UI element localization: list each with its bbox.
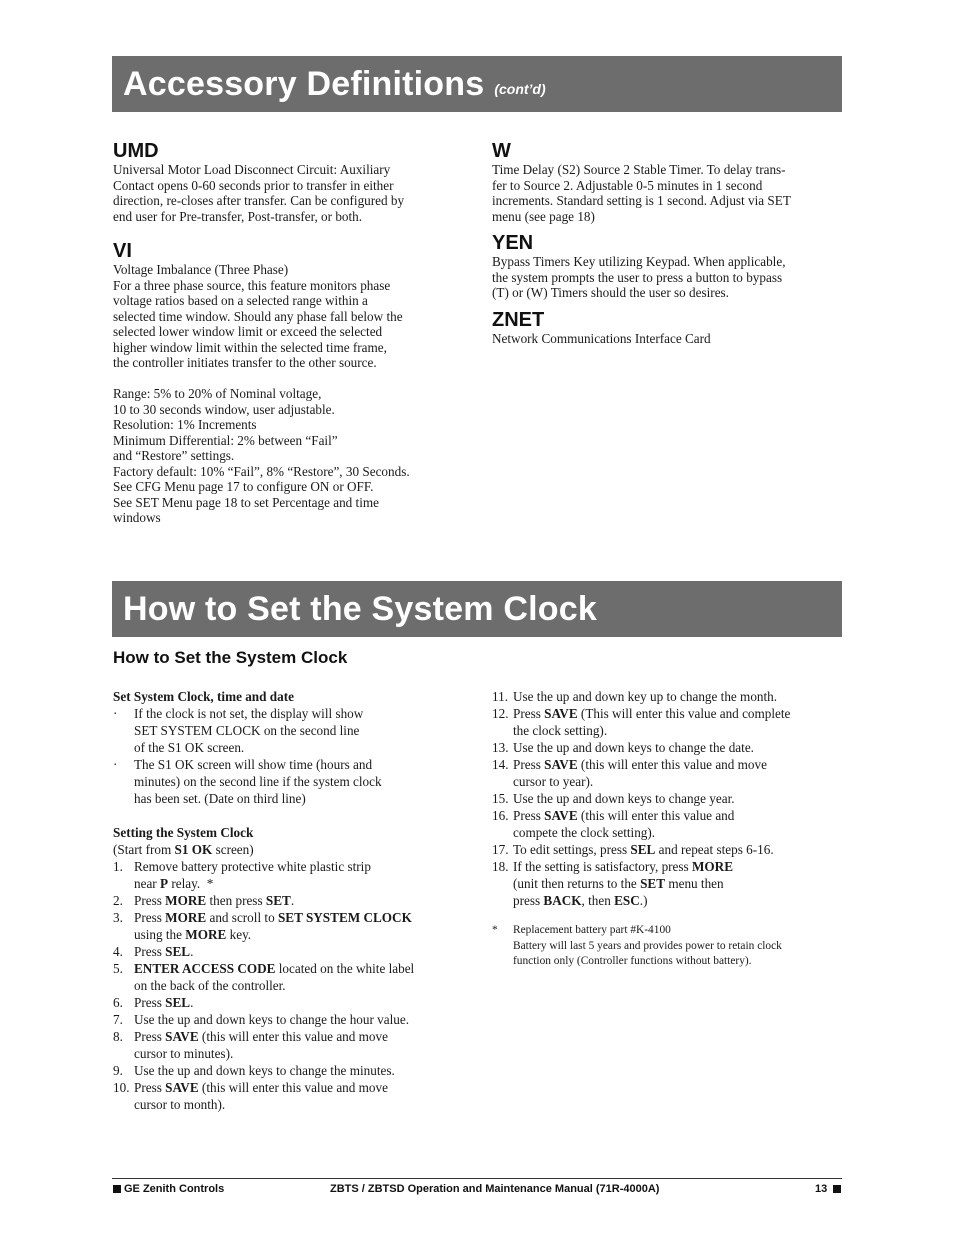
clock-banner: [112, 581, 842, 637]
clock-title: How to Set the System Clock: [123, 589, 597, 628]
accessory-contd: (cont’d): [494, 81, 546, 97]
definition-line: and “Restore” settings.: [113, 448, 235, 463]
accessory-left-column: [113, 140, 463, 526]
definition-code: YEN: [492, 232, 534, 254]
step-item: 8. Press SAVE (this will enter this value and move cursor to minutes).: [113, 1029, 388, 1061]
definition-line: direction, re-closes after transfer. Can be configured by: [113, 193, 405, 208]
step-item: 13. Use the up and down keys to change the date.: [492, 740, 754, 755]
definition-line: end user for Pre-transfer, Post-transfer, or both.: [113, 208, 363, 224]
clock-subtitle: How to Set the System Clock: [113, 648, 348, 667]
square-bullet-icon: [113, 1185, 121, 1193]
definition-line: the controller initiates transfer to the other source.: [113, 355, 377, 370]
steps-left-list: [113, 858, 468, 1113]
definition-line: increments. Standard setting is 1 second. Adjust via SET: [492, 193, 791, 208]
step-item: 18. If the setting is satisfactory, press MORE (unit then returns to the SET menu then press BACK, then ESC.): [492, 859, 733, 908]
definition-line: voltage ratios based on a selected range within a: [113, 293, 368, 308]
definition-line: selected time window. Should any phase fall below the: [113, 308, 403, 324]
footer-manual-title: ZBTS / ZBTSD Operation and Maintenance Manual (71R-4000A): [330, 1183, 660, 1195]
definition-line: Voltage Imbalance (Three Phase): [113, 262, 289, 277]
definition-line: fer to Source 2. Adjustable 0-5 minutes in 1 second: [492, 177, 763, 193]
step-item: 12. Press SAVE (This will enter this value and complete the clock setting).: [492, 706, 791, 738]
set-clock-heading: Set System Clock, time and date: [113, 689, 294, 704]
bullet-item: · The S1 OK screen will show time (hours and minutes) on the second line if the system clock has been set. (Date on third line): [113, 757, 382, 806]
step-item: 7. Use the up and down keys to change the hour value.: [113, 1012, 410, 1027]
setting-clock-heading: Setting the System Clock: [113, 825, 254, 840]
accessory-banner: [112, 56, 842, 112]
definition-line: Network Communications Interface Card: [492, 330, 711, 346]
definition-code: VI: [113, 240, 132, 262]
step-item: 3. Press MORE and scroll to SET SYSTEM CLOCK using the MORE key.: [113, 910, 412, 942]
definition-line: See SET Menu page 18 to set Percentage and time: [113, 494, 379, 510]
definition-line: See CFG Menu page 17 to configure ON or OFF.: [113, 479, 374, 494]
square-bullet-icon: [833, 1185, 841, 1193]
definition-line: Minimum Differential: 2% between “Fail”: [113, 432, 338, 448]
definition-line: For a three phase source, this feature monitors phase: [113, 277, 391, 293]
footer-page: [815, 1183, 841, 1195]
clock-right-column: [492, 688, 842, 970]
definition-code: UMD: [113, 140, 159, 162]
definition-line: Universal Motor Load Disconnect Circuit: Auxiliary: [113, 162, 391, 177]
bullet-item: · If the clock is not set, the display will show SET SYSTEM CLOCK on the second line of the S1 OK screen.: [113, 706, 364, 755]
step-item: 11. Use the up and down key up to change the month.: [492, 689, 778, 704]
definition-line: Contact opens 0-60 seconds prior to transfer in either: [113, 177, 394, 193]
step-item: 15. Use the up and down keys to change year.: [492, 791, 735, 806]
footer-rule: [112, 1178, 842, 1179]
definition-line: (T) or (W) Timers should the user so desires.: [492, 285, 729, 300]
step-item: 2. Press MORE then press SET.: [113, 893, 295, 908]
step-item: 6. Press SEL.: [113, 995, 194, 1010]
definition-line: selected lower window limit or exceed the selected: [113, 324, 383, 339]
battery-note: * Replacement battery part #K-4100 Battery will last 5 years and provides power to retain clock function only (Controller functions without battery).: [492, 924, 782, 967]
steps-right-list: [492, 688, 842, 909]
step-item: 14. Press SAVE (this will enter this value and move cursor to year).: [492, 757, 767, 789]
footer-left: [113, 1183, 224, 1195]
step-item: 9. Use the up and down keys to change the minutes.: [113, 1063, 395, 1078]
start-from-line: (Start from S1 OK screen): [113, 842, 254, 857]
definition-line: 10 to 30 seconds window, user adjustable.: [113, 401, 335, 417]
bullet-list: [113, 705, 468, 807]
step-item: 10. Press SAVE (this will enter this value and move cursor to month).: [113, 1080, 388, 1112]
definition-code: W: [492, 140, 511, 162]
definition-line: windows: [113, 510, 161, 525]
definition-line: Time Delay (S2) Source 2 Stable Timer. To delay trans-: [492, 162, 786, 177]
page-number: 13: [815, 1183, 828, 1195]
step-item: 4. Press SEL.: [113, 944, 194, 959]
step-item: 17. To edit settings, press SEL and repeat steps 6-16.: [492, 842, 774, 857]
definition-line: higher window limit within the selected time frame,: [113, 339, 387, 355]
accessory-title: Accessory Definitions: [123, 64, 485, 103]
definition-line: Range: 5% to 20% of Nominal voltage,: [113, 386, 322, 401]
step-item: 16. Press SAVE (this will enter this value and compete the clock setting).: [492, 808, 735, 840]
definition-line: Bypass Timers Key utilizing Keypad. When applicable,: [492, 254, 786, 269]
accessory-right-column: [492, 140, 842, 346]
definition-line: the system prompts the user to press a button to bypass: [492, 269, 783, 285]
step-item: 5. ENTER ACCESS CODE located on the white label on the back of the controller.: [113, 961, 415, 993]
definition-line: Factory default: 10% “Fail”, 8% “Restore”, 30 Seconds.: [113, 463, 410, 479]
step-item: 1. Remove battery protective white plastic strip near P relay. *: [113, 859, 371, 891]
definition-line: Resolution: 1% Increments: [113, 417, 257, 432]
footer-company: GE Zenith Controls: [124, 1183, 225, 1195]
definition-line: menu (see page 18): [492, 208, 595, 224]
definition-line: [113, 371, 463, 387]
definition-code: ZNET: [492, 308, 545, 331]
clock-left-column: [113, 688, 468, 1113]
